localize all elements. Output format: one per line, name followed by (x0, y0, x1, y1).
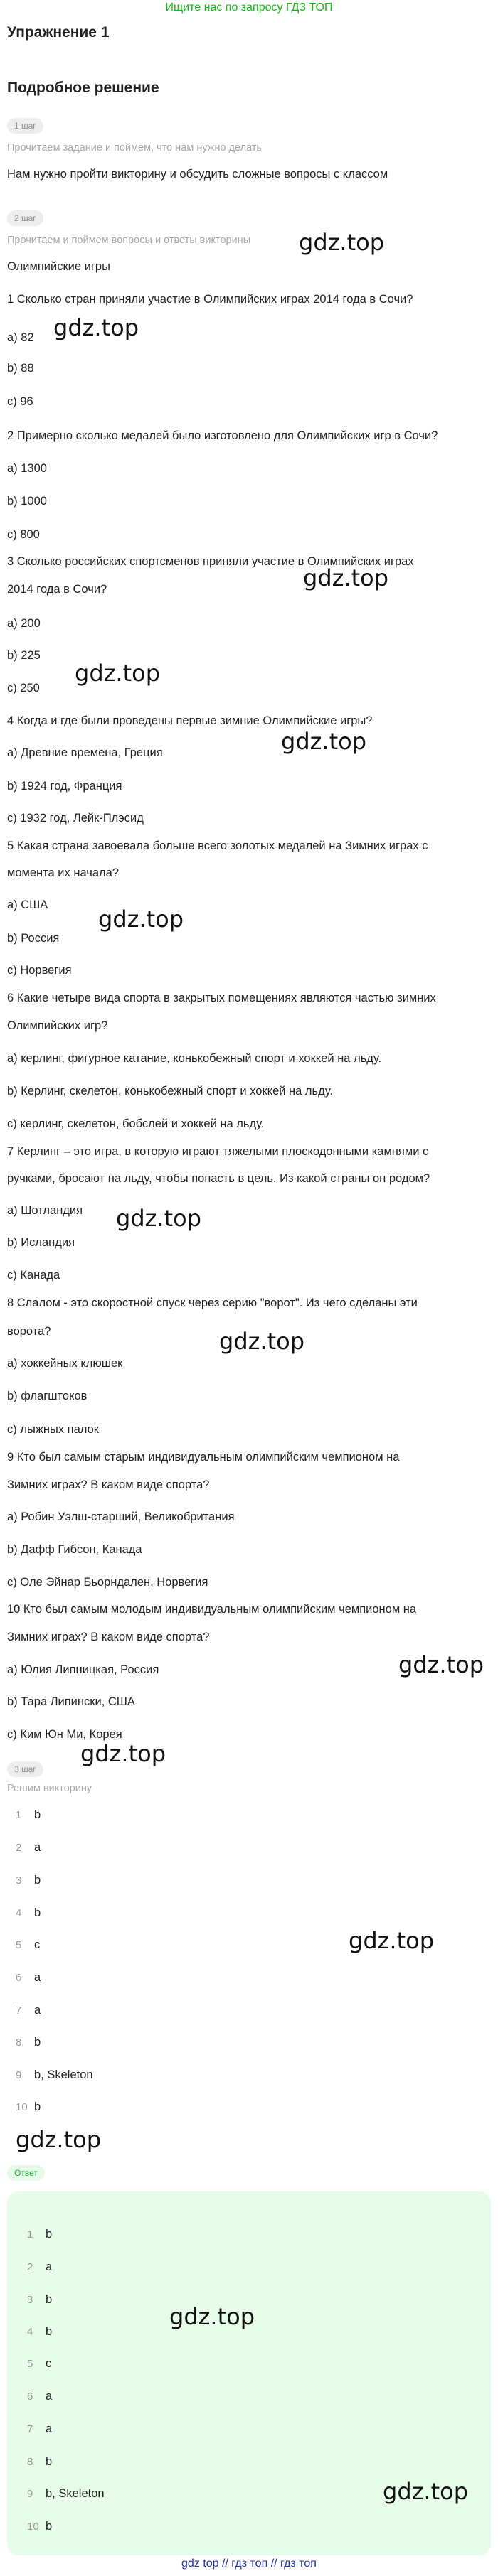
quiz-line: c) Оле Эйнар Бьорндален, Норвегия (7, 1576, 208, 1589)
page-title: Упражнение 1 (7, 24, 110, 41)
solution-item-value: a (34, 1841, 41, 1854)
solution-item-number: 8 (16, 2036, 22, 2049)
answer-item-number: 5 (27, 2358, 33, 2370)
solution-item-value: a (34, 1971, 41, 1984)
quiz-line: Олимпийских игр? (7, 1019, 108, 1032)
solution-item-value: b, Skeleton (34, 2068, 93, 2081)
watermark: gdz.top (169, 2303, 255, 2330)
watermark: gdz.top (299, 229, 385, 256)
quiz-line: b) флагштоков (7, 1390, 88, 1402)
answer-item-value: c (46, 2357, 52, 2370)
section-title: Подробное решение (7, 80, 159, 96)
solution-item-value: b (34, 1808, 41, 1821)
quiz-line: a) Робин Уэлш-старший, Великобритания (7, 1510, 235, 1523)
quiz-line: c) Ким Юн Ми, Корея (7, 1728, 122, 1741)
solution-item-number: 5 (16, 1939, 22, 1951)
answer-item-number: 7 (27, 2423, 33, 2435)
quiz-line: c) 96 (7, 395, 33, 408)
quiz-line: c) керлинг, скелетон, бобслей и хоккей на льду. (7, 1117, 265, 1130)
quiz-line: a) Шотландия (7, 1204, 83, 1217)
quiz-line: ворота? (7, 1325, 51, 1338)
solution-item-value: c (34, 1938, 41, 1951)
quiz-line: c) 250 (7, 682, 40, 694)
solution-item-value: b (34, 2036, 41, 2049)
quiz-line: c) 1932 год, Лейк-Плэсид (7, 812, 144, 825)
answer-item-number: 10 (27, 2521, 39, 2533)
watermark: gdz.top (349, 1927, 435, 1954)
quiz-line: b) Исландия (7, 1236, 75, 1249)
quiz-line: c) лыжных палок (7, 1423, 99, 1436)
solution-item-value: a (34, 2004, 41, 2017)
quiz-line: a) Юлия Липницкая, Россия (7, 1663, 159, 1676)
quiz-line: 2014 года в Сочи? (7, 583, 107, 596)
quiz-line: Зимних играх? В каком виде спорта? (7, 1478, 210, 1491)
answer-item-number: 4 (27, 2326, 33, 2338)
solution-item-value: b (34, 1874, 41, 1887)
quiz-line: 2 Примерно сколько медалей было изготовлено для Олимпийских игр в Сочи? (7, 429, 438, 442)
step-1-text: Нам нужно пройти викторину и обсудить сложные вопросы с классом (7, 168, 388, 181)
watermark: gdz.top (80, 1740, 166, 1767)
quiz-line: b) 1000 (7, 495, 47, 508)
watermark: gdz.top (383, 2478, 469, 2505)
answer-item-value: b (46, 2520, 53, 2533)
answer-item-number: 6 (27, 2390, 33, 2403)
solution-item-number: 7 (16, 2005, 22, 2017)
watermark: gdz.top (53, 314, 139, 341)
solution-item-number: 9 (16, 2069, 22, 2081)
quiz-line: 10 Кто был самым молодым индивидуальным олимпийским чемпионом на (7, 1603, 417, 1616)
quiz-line: a) Древние времена, Греция (7, 746, 163, 759)
answer-item-number: 3 (27, 2294, 33, 2306)
quiz-line: a) хоккейных клюшек (7, 1357, 123, 1370)
step-2-description: Прочитаем и поймем вопросы и ответы викторины (7, 235, 251, 246)
quiz-line: a) 200 (7, 617, 41, 630)
watermark: gdz.top (281, 728, 367, 755)
quiz-line: b) Россия (7, 932, 60, 945)
quiz-line: c) Канада (7, 1269, 60, 1282)
solution-item-number: 2 (16, 1842, 22, 1854)
quiz-line: 7 Керлинг – это игра, в которую играют тяжелыми плоскодонными камнями с (7, 1145, 429, 1158)
quiz-line: 5 Какая страна завоевала больше всего золотых медалей на Зимних играх с (7, 839, 428, 852)
quiz-line: 1 Сколько стран приняли участие в Олимпийских играх 2014 года в Сочи? (7, 293, 413, 306)
quiz-line: b) Дафф Гибсон, Канада (7, 1543, 142, 1556)
watermark: gdz.top (219, 1328, 305, 1355)
watermark: gdz.top (75, 660, 161, 687)
answer-item-number: 9 (27, 2488, 33, 2500)
solution-item-number: 3 (16, 1874, 22, 1887)
watermark: gdz.top (16, 2126, 102, 2153)
solution-item-number: 10 (16, 2101, 28, 2113)
answer-item-value: a (46, 2422, 53, 2435)
step-2-badge: 2 шаг (7, 210, 43, 226)
answer-item-value: b (46, 2228, 53, 2240)
quiz-line: b) 225 (7, 649, 41, 662)
answer-item-number: 8 (27, 2456, 33, 2468)
answer-item-value: b (46, 2455, 53, 2468)
quiz-line: ручками, бросают на льду, чтобы попасть в цель. Из какой страны он родом? (7, 1172, 430, 1185)
quiz-line: a) 82 (7, 331, 34, 344)
watermark: gdz.top (303, 564, 389, 591)
answer-item-number: 2 (27, 2261, 33, 2273)
quiz-line: c) Норвегия (7, 964, 72, 977)
quiz-line: 3 Сколько российских спортсменов приняли участие в Олимпийских играх (7, 555, 414, 568)
quiz-line: момента их начала? (7, 866, 120, 879)
quiz-line: 9 Кто был самым старым индивидуальным олимпийским чемпионом на (7, 1451, 400, 1464)
quiz-line: 4 Когда и где были проведены первые зимние Олимпийские игры? (7, 714, 373, 727)
answer-item-number: 1 (27, 2228, 33, 2240)
quiz-line: a) США (7, 898, 48, 911)
answer-item-value: a (46, 2260, 53, 2273)
watermark: gdz.top (98, 906, 184, 933)
watermark: gdz.top (116, 1205, 202, 1232)
step-3-badge: 3 шаг (7, 1761, 43, 1777)
answer-item-value: a (46, 2390, 53, 2403)
quiz-line: b) Тара Липински, США (7, 1695, 135, 1708)
quiz-line: b) 88 (7, 362, 34, 375)
quiz-line: a) 1300 (7, 462, 47, 475)
quiz-line: Зимних играх? В каком виде спорта? (7, 1631, 210, 1643)
quiz-line: 6 Какие четыре вида спорта в закрытых помещениях являются частью зимних (7, 992, 436, 1004)
solution-item-number: 6 (16, 1972, 22, 1984)
answer-item-value: b (46, 2325, 53, 2338)
answer-badge: Ответ (7, 2165, 45, 2181)
quiz-line: c) 800 (7, 528, 40, 541)
solution-item-number: 1 (16, 1809, 22, 1821)
watermark: gdz.top (398, 1651, 484, 1678)
quiz-line: b) 1924 год, Франция (7, 780, 122, 793)
step-3-description: Решим викторину (7, 1783, 92, 1794)
step-1-description: Прочитаем задание и поймем, что нам нужно делать (7, 142, 262, 154)
top-banner[interactable]: Ищите нас по запросу ГДЗ ТОП (165, 1, 333, 14)
solution-item-number: 4 (16, 1907, 22, 1919)
solution-item-value: b (34, 2100, 41, 2113)
answer-item-value: b, Skeleton (46, 2487, 105, 2500)
answer-item-value: b (46, 2293, 53, 2306)
quiz-line: 8 Слалом - это скоростной спуск через серию "ворот". Из чего сделаны эти (7, 1297, 418, 1309)
quiz-line: a) керлинг, фигурное катание, конькобежный спорт и хоккей на льду. (7, 1052, 382, 1065)
quiz-line: b) Керлинг, скелетон, конькобежный спорт и хоккей на льду. (7, 1085, 333, 1098)
step-1-badge: 1 шаг (7, 118, 43, 134)
quiz-heading: Олимпийские игры (7, 260, 110, 273)
solution-item-value: b (34, 1906, 41, 1919)
footer-links[interactable]: gdz top // гдз топ // гдз топ (181, 2558, 317, 2570)
